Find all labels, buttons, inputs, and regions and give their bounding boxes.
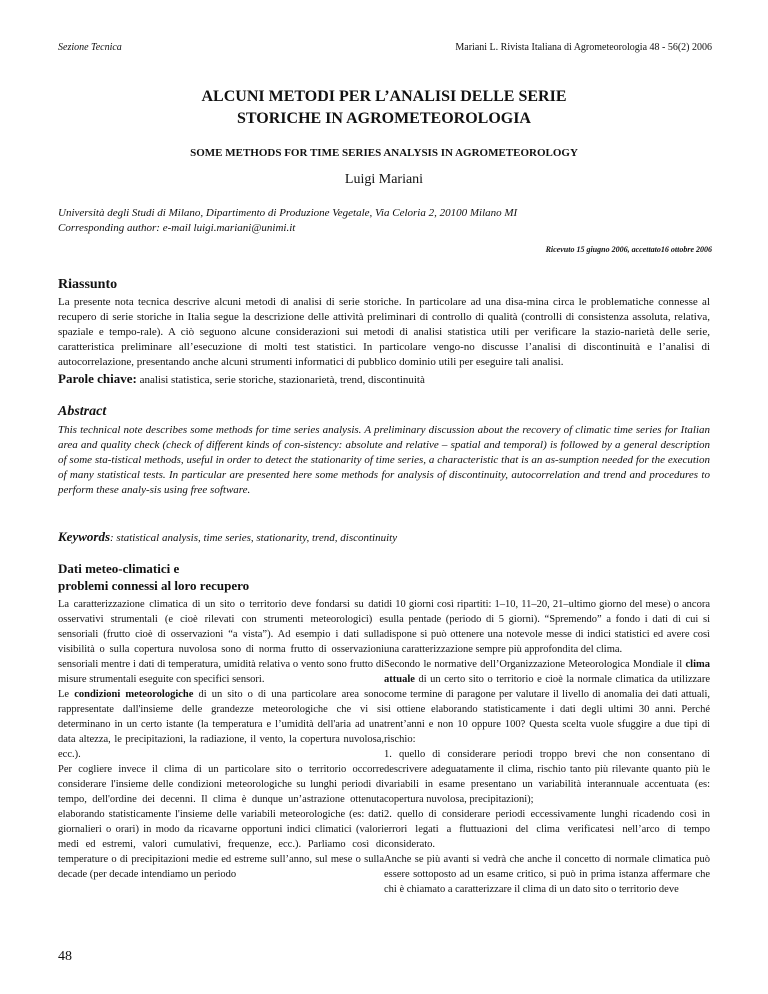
paper-title — [0, 86, 768, 130]
parole-chiave-text: analisi statistica, serie storiche, stazionarietà, trend, discontinuità — [136, 374, 425, 386]
english-title: SOME METHODS FOR TIME SERIES ANALYSIS IN AGROMETEOROLOGY — [190, 147, 578, 159]
section-heading — [58, 560, 249, 594]
paper-title-line-2: STORICHE IN AGROMETEOROLOGIA — [237, 110, 531, 127]
keywords — [58, 529, 710, 545]
text-run: Secondo le normative dell’Organizzazione Meteorologica Mondiale il — [384, 659, 686, 670]
text-run: di un certo sito o territorio e cioè la normale climatica da utilizzare come termine di paragone per valutare il livello di anomalia dei dati attuali, si ottiene elaborando statisticamente i dati degli ultimi 30 anni. Perché trent’anni e non 10 oppure 100? Questa scelta vuole sfuggire a due tipi di rischio: — [384, 674, 710, 745]
author-name: Luigi Mariani — [344, 172, 424, 187]
riassunto-text: La presente nota tecnica descrive alcuni metodi di analisi di serie storiche. In particolare ad una disa-mina circa le problematiche connesse al recupero di serie storiche in Italia segue la descrizione delle attività preliminari di controllo di qualità (controlli di consistenza assoluta, relativa, spaziale e tempo-rale). A ciò seguono alcune considerazioni sui metodi di analisi statistica utili per verificare la stazio-narietà delle serie, caratteristica preliminare all’esecuzione di molti test statistici. In particolare vengo-no discusse l’analisi di discontinuità e l’analisi di autocorrelazione, presentando anche alcuni strumenti informatici di pubblico dominio utili per eseguire tali analisi. — [58, 296, 710, 368]
bold-term: condizioni meteorologiche — [74, 689, 194, 700]
abstract-heading: Abstract — [58, 404, 107, 419]
right-paragraph-5: Anche se più avanti si vedrà che anche il concetto di normale climatica può essere sottoposto ad un esame critico, si può in prima istanza affermare che chi è chiamato a caratterizzare il clima di un dato sito o territorio deve — [384, 854, 710, 895]
text-run: Le — [58, 689, 75, 700]
right-paragraph-2 — [384, 657, 710, 747]
right-paragraph-4: 2. quello di considerare periodi eccessivamente lunghi ricadendo così in errori legati a fluttuazioni del clima verificatesi nell’arco di tempo considerato. — [384, 809, 710, 850]
parole-chiave-label: Parole chiave: — [58, 371, 137, 386]
left-paragraph-3: Per cogliere invece il clima di un particolare sito o territorio occorre considerare l'insieme delle condizioni meteorologiche su lunghi periodi di tempo, dell'ordine dei decenni. Il clima è dunque un’astrazione ottenuta elaborando statisticamente l'insieme delle variabili meteorologiche (es: dati giornalieri o orari) in modo da ricavarne opportuni indici climatici (valori medi ed estremi, valori cumulativi, frequenze, ecc.). Parliamo così di temperature o di precipitazioni medie ed estreme sull’anno, sul mese o sulla decade (per decade intendiamo un periodo — [58, 764, 384, 880]
section-heading-line-1: Dati meteo-climatici e — [58, 561, 180, 576]
riassunto-heading: Riassunto — [58, 277, 118, 292]
affiliation — [58, 206, 517, 236]
abstract-text: This technical note describes some methods for time series analysis. A preliminary discussion about the recovery of climatic time series for Italian area and quality check (check of different kinds of con-sistency: absolute and relative – spatial and temporal) is followed by a general description of some sta-tistical methods, useful in order to detect the stationarity of time series, a characteristic that is an as-sumption needed for the execution of many statistical tests. In particular are presented here some methods for analysis of discontinuity, autocorrelation and trend and procedures to perform these analy-sis using free software. — [58, 424, 710, 496]
left-column — [58, 597, 384, 882]
right-paragraph-1: di 10 giorni così ripartiti: 1–10, 11–20, 21–ultimo giorno del mese) o ancora sulla pentade (periodo di 5 giorni). “Spremendo” a fondo i dati di cui si dispone si può ottenere una notevole messe di indici statistici ed avere così una caratterizzazione sempre più approfondita del clima. — [384, 599, 710, 655]
text-run: di un sito o di una particolare area sono rappresentate dall'insieme delle grandezze meteorologiche che vi si determinano in un certo istante (la temperatura e l’umidità dell'aria ad una data altezza, le precipitazioni, la radiazione, il vento, la copertura nuvolosa, ecc.). — [58, 689, 384, 760]
bold-term: clima attuale — [384, 659, 710, 685]
left-paragraph-1: La caratterizzazione climatica di un sito o territorio deve fondarsi su dati osservativi strumentali (e cioè rilevati con strumenti meteorologici) e sensoriali (frutto cioè di osservazioni “a vista”). Ad esempio i dati sulla visibilità o sulla copertura nuvolosa sono di norma frutto di osservazioni sensoriali mentre i dati di temperatura, umidità relativa o vento sono frutto di misure strumentali eseguite con specifici sensori. — [58, 599, 384, 685]
corresponding-author: Corresponding author: e-mail luigi.mariani@unimi.it — [58, 222, 296, 234]
right-paragraph-3: 1. quello di considerare periodi troppo brevi che non consentano di descrivere adeguatamente il clima, rischio tanto più rilevante quanto più le variabili in esame presentano un variabilità interannuale accentuata (es: copertura nuvolosa, precipitazioni); — [384, 749, 710, 805]
page-number: 48 — [58, 949, 72, 964]
running-header-citation: Mariani L. Rivista Italiana di Agrometeorologia 48 - 56(2) 2006 — [455, 42, 712, 53]
section-heading-line-2: problemi connessi al loro recupero — [58, 578, 250, 593]
affiliation-line: Università degli Studi di Milano, Dipartimento di Produzione Vegetale, Via Celoria 2, 20100 Milano MI — [58, 207, 518, 219]
parole-chiave — [58, 371, 710, 387]
keywords-label: Keywords — [58, 529, 110, 544]
left-paragraph-2 — [58, 687, 384, 762]
paper-title-line-1: ALCUNI METODI PER L’ANALISI DELLE SERIE — [201, 88, 567, 105]
keywords-text: : statistical analysis, time series, stationarity, trend, discontinuity — [110, 532, 398, 544]
received-accepted-dates: Ricevuto 15 giugno 2006, accettato16 ottobre 2006 — [545, 245, 712, 254]
running-header-section: Sezione Tecnica — [58, 42, 122, 53]
right-column — [384, 597, 710, 897]
